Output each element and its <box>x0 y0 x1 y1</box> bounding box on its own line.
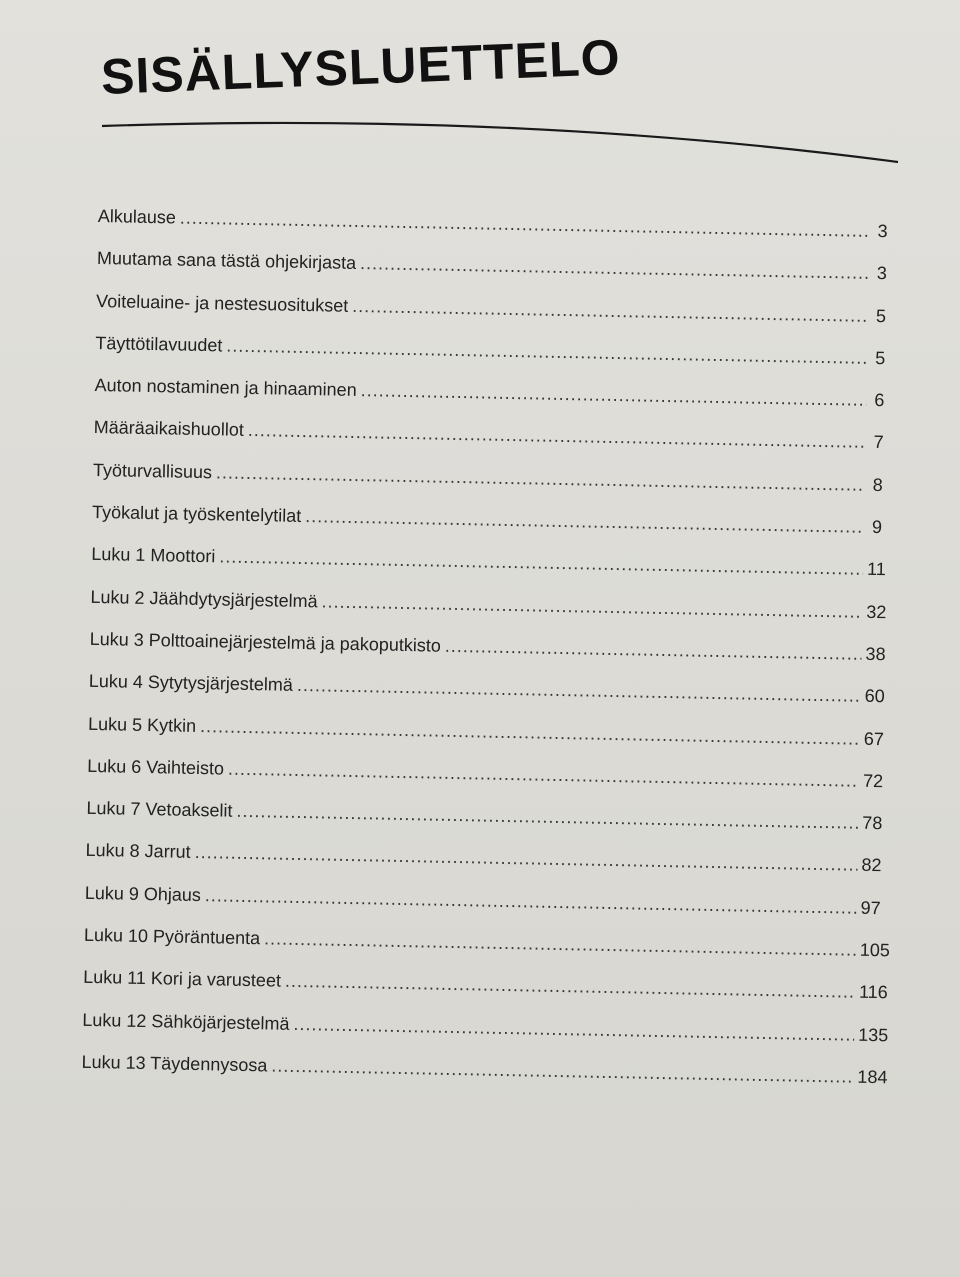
page-title: SISÄLLYSLUETTELO <box>100 29 622 105</box>
toc-entry-page-number: 3 <box>877 220 888 242</box>
dot-leader <box>180 208 870 242</box>
toc-entry-label: Luku 11 Kori ja varusteet <box>83 967 282 991</box>
toc-entry-label: Luku 4 Sytytysjärjestelmä <box>88 671 294 696</box>
toc-entry-label: Täyttötilavuudet <box>95 332 223 356</box>
toc-entry-label: Luku 6 Vaihteisto <box>87 755 225 779</box>
toc-entry-page-number: 105 <box>859 939 891 961</box>
table-of-contents <box>81 206 891 1109</box>
toc-entry-page-number: 32 <box>866 601 887 622</box>
toc-entry-label: Työkalut ja työskentelytilat <box>91 502 302 527</box>
toc-entry-label: Luku 1 Moottori <box>91 544 216 567</box>
toc-entry-label: Muutama sana tästä ohjekirjasta <box>96 248 357 274</box>
toc-entry-label: Luku 7 Vetoakselit <box>86 798 233 821</box>
toc-entry-label: Luku 12 Sähköjärjestelmä <box>82 1009 290 1034</box>
toc-entry-label: Luku 9 Ohjaus <box>84 882 202 905</box>
toc-entry-label: Luku 2 Jäähdytysjärjestelmä <box>90 586 318 611</box>
toc-entry-label: Työturvallisuus <box>92 459 213 483</box>
toc-entry-page-number: 116 <box>858 982 888 1003</box>
toc-entry-page-number: 7 <box>873 432 884 453</box>
toc-entry-page-number: 67 <box>863 728 885 749</box>
toc-entry-label: Voiteluaine- ja nestesuositukset <box>95 290 349 316</box>
toc-entry-page-number: 11 <box>866 559 887 580</box>
toc-entry-page-number: 135 <box>858 1024 889 1045</box>
toc-entry-page-number: 3 <box>876 263 888 284</box>
toc-entry-label: Luku 5 Kytkin <box>87 713 197 736</box>
toc-entry-page-number: 6 <box>874 390 885 411</box>
toc-entry-label: Alkulause <box>97 206 177 228</box>
toc-entry-page-number: 60 <box>864 686 885 707</box>
toc-entry-label: Luku 3 Polttoainejärjestelmä ja pakoputkisto <box>89 628 442 656</box>
toc-entry-page-number: 184 <box>857 1066 888 1088</box>
toc-entry-label: Luku 10 Pyöräntuenta <box>83 924 261 949</box>
toc-entry-page-number: 38 <box>865 643 886 665</box>
toc-entry-label: Auton nostaminen ja hinaaminen <box>94 375 357 401</box>
toc-entry-page-number: 5 <box>875 347 886 369</box>
toc-entry-page-number: 82 <box>861 855 882 876</box>
toc-entry-page-number: 72 <box>862 770 884 792</box>
title-underline <box>100 110 900 170</box>
toc-entry-page-number: 9 <box>871 516 883 538</box>
toc-entry-page-number: 5 <box>875 305 887 326</box>
toc-entry-page-number: 97 <box>860 897 881 918</box>
toc-entry-label: Luku 13 Täydennysosa <box>81 1051 268 1076</box>
toc-entry-label: Luku 8 Jarrut <box>85 840 191 863</box>
toc-entry-label: Määräaikaishuollot <box>93 417 245 441</box>
toc-entry-page-number: 78 <box>862 812 883 834</box>
toc-entry-page-number: 8 <box>872 474 883 495</box>
